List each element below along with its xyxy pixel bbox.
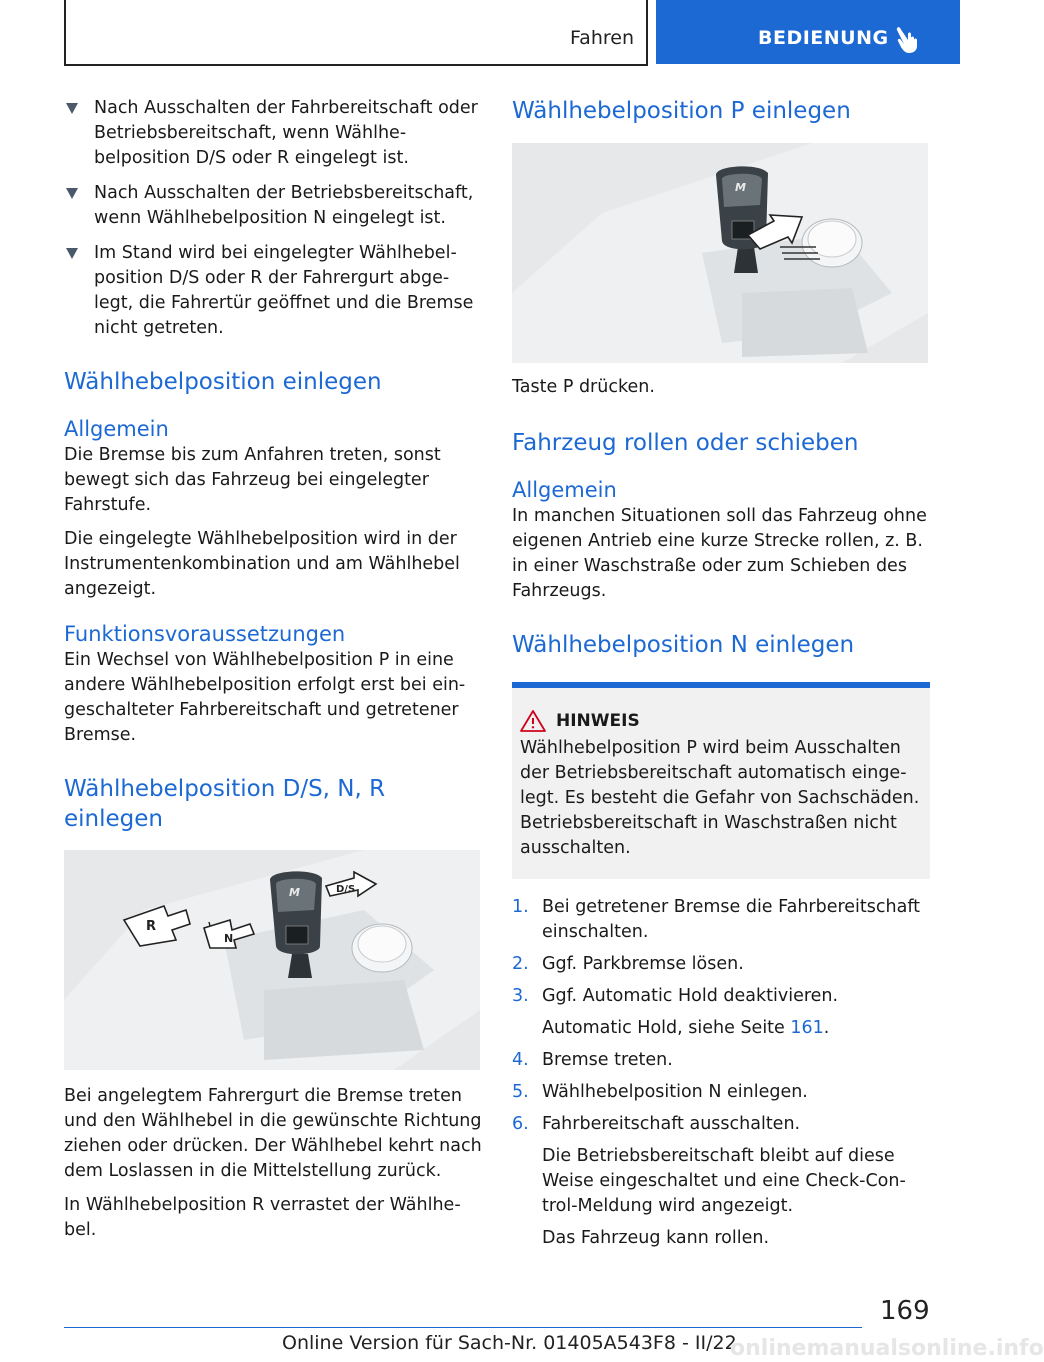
paragraph: Taste P drücken. [512, 377, 655, 397]
page-number: 169 [880, 1296, 930, 1326]
park-button-illustration [512, 143, 928, 363]
notice-title: HINWEIS [556, 711, 640, 731]
warning-triangle-icon [520, 710, 546, 732]
page-link[interactable]: 161 [790, 1018, 824, 1038]
section-title: Fahren [570, 27, 634, 49]
condition-list [64, 96, 482, 341]
n-label: N [224, 932, 234, 945]
list-item: 2. Ggf. Parkbremse lösen. [512, 954, 744, 974]
paragraph: In Wählhebelposition R verrastet der Wählhebel. [64, 1195, 461, 1240]
heading-einlegen: Wählhebelposition einlegen [64, 369, 382, 395]
park-button-drawing [512, 143, 928, 363]
step-note: Das Fahrzeug kann rollen. [542, 1228, 770, 1248]
paragraph: Die eingelegte Wählhebelposition wird in der Instrumentenkombination und am Wählhebel angezeigt. [64, 529, 460, 599]
chapter-tab [656, 0, 960, 64]
gear-lever-drawing [64, 850, 480, 1070]
pointing-hand-icon [896, 26, 922, 54]
list-item: 1. Bei getretener Bremse die Fahrbereitschaft einschalten. [512, 897, 921, 942]
cross-reference: Automatic Hold, siehe Seite 161. [542, 1018, 830, 1038]
triangle-bullet-icon [66, 248, 78, 259]
heading-funktion: Funktionsvoraussetzungen [64, 622, 346, 646]
gear-selector-illustration [64, 850, 480, 1070]
heading-rollen: Fahrzeug rollen oder schieben [512, 430, 859, 456]
heading-p: Wählhebelposition P einlegen [512, 98, 851, 124]
r-label: R [146, 919, 157, 934]
ds-label: D/S [336, 884, 356, 895]
heading-allgemein: Allgemein [64, 417, 169, 441]
list-item: 6. Fahrbereitschaft ausschalten. Die Betriebsbereitschaft bleibt auf diese Weise eingeschaltet und eine Check-Control-Meldung wird angezeigt. Das Fahrzeug kann rollen. [512, 1112, 930, 1251]
page-header [0, 0, 960, 66]
paragraph: In manchen Situationen soll das Fahrzeug ohne eigenen Antrieb eine kurze Strecke rollen, z. B. in einer Waschstraße oder zum Schieben des Fahrzeugs. [512, 506, 927, 601]
section-tab [64, 0, 648, 66]
list-item: Nach Ausschalten der Betriebsbereitschaft, wenn Wählhebelposition N eingelegt ist. [64, 181, 482, 231]
notice-header [520, 710, 920, 732]
right-column [512, 96, 930, 1258]
triangle-bullet-icon [66, 188, 78, 199]
paragraph: Bei angelegtem Fahrergurt die Bremse treten und den Wählhebel in die gewünschte Richtung ziehen oder drücken. Der Wählhebel kehrt nach dem Loslassen in die Mittelstellung zurück. [64, 1086, 482, 1181]
paragraph: Ein Wechsel von Wählhebelposition P in eine andere Wählhebelposition erfolgt erst bei eingeschalteter Fahrbereitschaft und getretener Bremse. [64, 650, 466, 745]
left-column [64, 96, 482, 1243]
list-item: Im Stand wird bei eingelegter Wählhebelposition D/S oder R der Fahrergurt abgelegt, die Fahrertür geöffnet und die Bremse nicht getreten. [64, 241, 482, 341]
list-item: Nach Ausschalten der Fahrbereitschaft oder Betriebsbereitschaft, wenn Wählhebelposition D/S oder R eingelegt ist. [64, 96, 482, 171]
triangle-bullet-icon [66, 103, 78, 114]
footer-text: Online Version für Sach-Nr. 01405A543F8 - II/22 [282, 1332, 737, 1354]
notice-box [512, 682, 930, 879]
list-item: 5. Wählhebelposition N einlegen. [512, 1082, 808, 1102]
heading-n: Wählhebelposition N einlegen [512, 632, 855, 658]
paragraph: Die Bremse bis zum Anfahren treten, sonst bewegt sich das Fahrzeug bei eingelegter Fahrstufe. [64, 445, 441, 515]
heading-dsnr: Wählhebelposition D/S, N, R einlegen [64, 776, 386, 832]
chapter-title: BEDIENUNG [758, 27, 889, 49]
watermark: onlinemanualsonline.info [730, 1336, 1044, 1361]
heading-allgemein: Allgemein [512, 478, 617, 502]
notice-text: Wählhebelposition P wird beim Ausschalten der Betriebsbereitschaft automatisch eingelegt. Es besteht die Gefahr von Sachschäden. Betriebsbereitschaft in Waschstraßen nicht ausschalten. [520, 738, 920, 858]
m-logo: M [735, 181, 746, 194]
step-list [512, 895, 930, 1251]
list-item: 3. Ggf. Automatic Hold deaktivieren. Automatic Hold, siehe Seite 161. [512, 984, 930, 1041]
list-item: 4. Bremse treten. [512, 1050, 673, 1070]
m-logo: M [289, 886, 300, 899]
footer-divider [64, 1327, 862, 1328]
step-note: Die Betriebsbereitschaft bleibt auf diese Weise eingeschaltet und eine Check-Control-Meldung wird angezeigt. [542, 1146, 906, 1216]
